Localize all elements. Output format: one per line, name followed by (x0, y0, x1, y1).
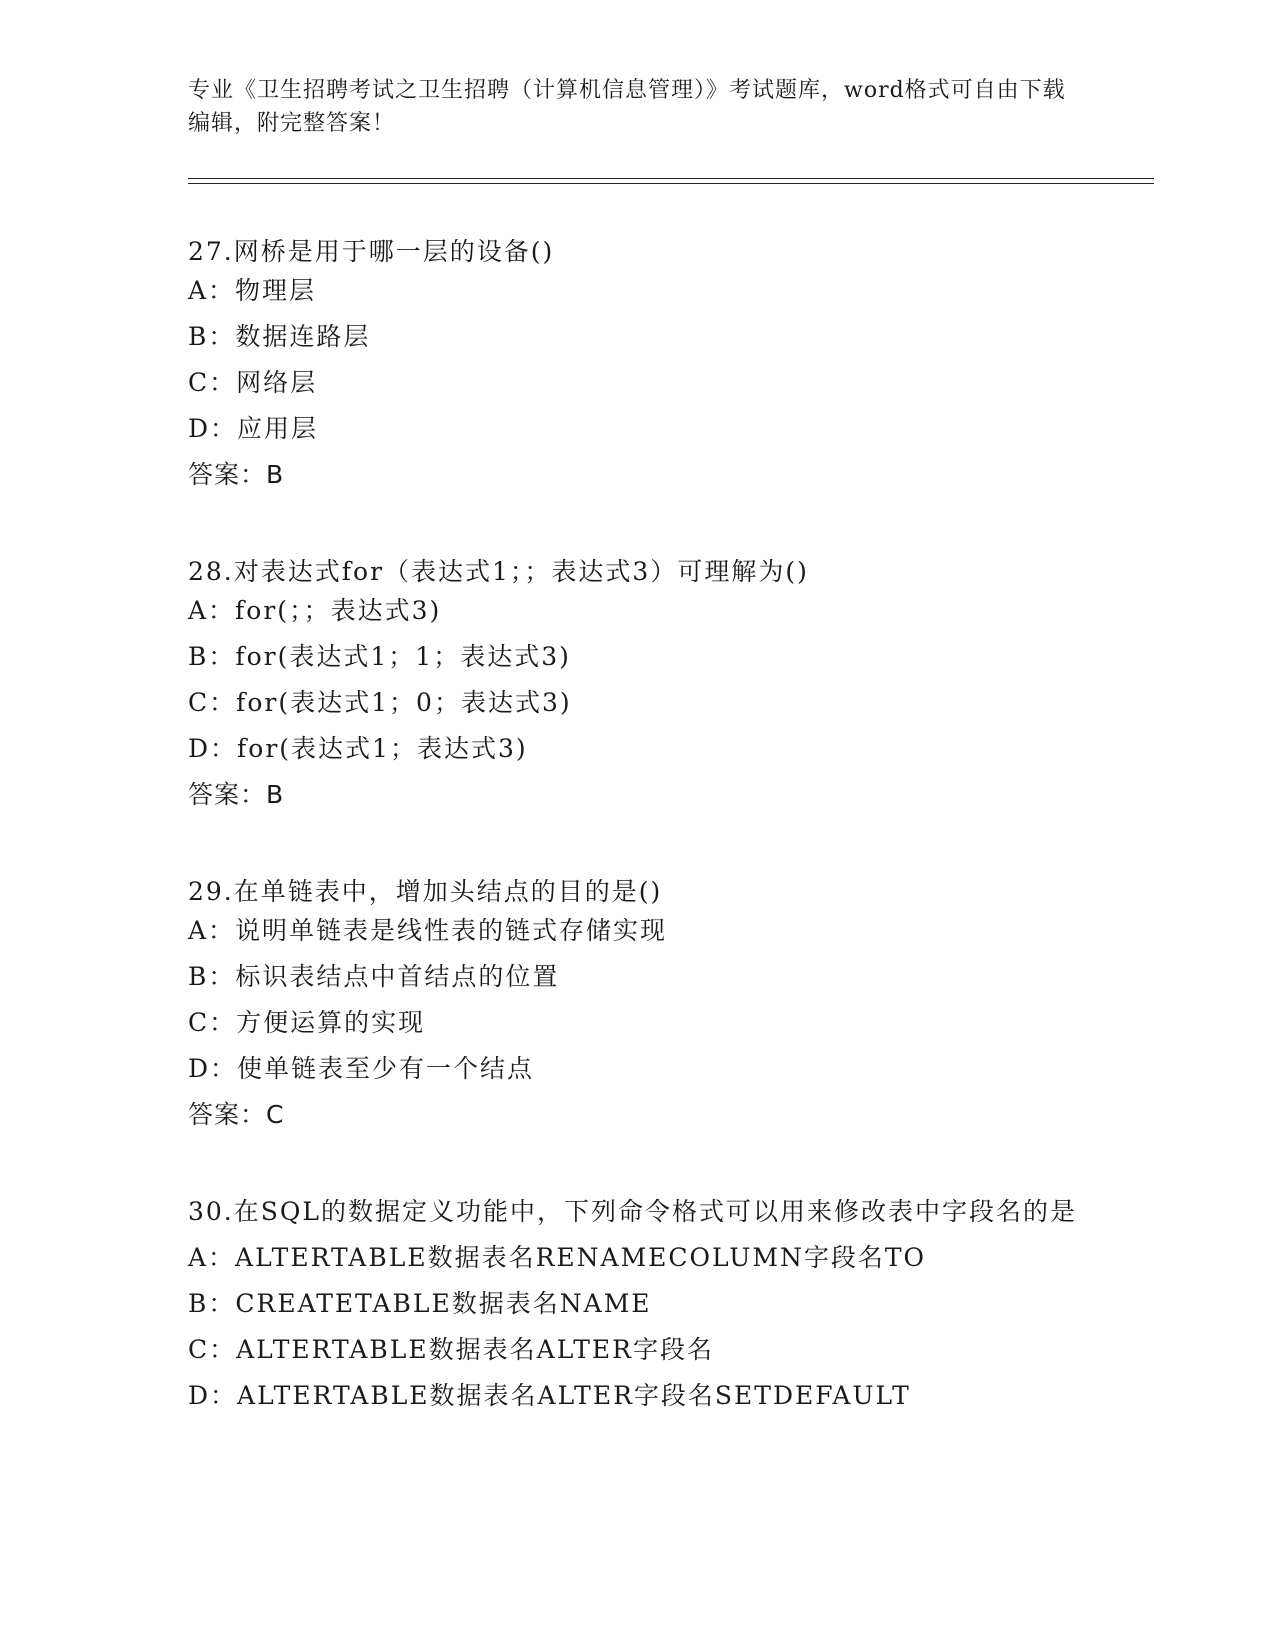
answer-line: 答案：B (188, 460, 285, 489)
option-c: C：网络层 (188, 368, 318, 397)
question-30 (188, 1196, 1088, 1419)
document-header: 专业《卫生招聘考试之卫生招聘（计算机信息管理）》考试题库，word格式可自由下载编辑，附完整答案！ (188, 78, 1066, 136)
option-list (188, 588, 1088, 772)
option-b: B：数据连路层 (188, 322, 371, 351)
option-d: D：ALTERTABLE数据表名ALTER字段名SETDEFAULT (188, 1381, 911, 1410)
question-title: 28.对表达式for（表达式1；；表达式3）可理解为() (188, 557, 809, 586)
option-c: C：方便运算的实现 (188, 1008, 426, 1037)
question-title: 30.在SQL的数据定义功能中，下列命令格式可以用来修改表中字段名的是 (188, 1197, 1077, 1226)
answer-line: 答案：B (188, 780, 285, 809)
option-d: D：for(表达式1；表达式3) (188, 734, 528, 763)
option-b: B：CREATETABLE数据表名NAME (188, 1289, 652, 1318)
option-d: D：使单链表至少有一个结点 (188, 1054, 535, 1083)
option-c: C：ALTERTABLE数据表名ALTER字段名 (188, 1335, 715, 1364)
option-a: A：ALTERTABLE数据表名RENAMECOLUMN字段名TO (188, 1243, 926, 1272)
option-a: A：说明单链表是线性表的链式存储实现 (188, 916, 668, 945)
option-a: A：物理层 (188, 276, 317, 305)
option-list (188, 1235, 1088, 1419)
option-b: B：标识表结点中首结点的位置 (188, 962, 560, 991)
header-rule-top (188, 178, 1154, 179)
question-29 (188, 876, 1088, 1138)
question-title: 27.网桥是用于哪一层的设备() (188, 237, 555, 266)
question-title: 29.在单链表中，增加头结点的目的是() (188, 877, 663, 906)
option-list (188, 908, 1088, 1092)
question-27 (188, 236, 1088, 498)
option-list (188, 268, 1088, 452)
header-rule-bottom (188, 183, 1154, 184)
option-c: C：for(表达式1；0；表达式3) (188, 688, 572, 717)
option-a: A：for(；；表达式3) (188, 596, 442, 625)
option-b: B：for(表达式1；1；表达式3) (188, 642, 571, 671)
question-28 (188, 556, 1088, 818)
option-d: D：应用层 (188, 414, 319, 443)
answer-line: 答案：C (188, 1100, 285, 1129)
